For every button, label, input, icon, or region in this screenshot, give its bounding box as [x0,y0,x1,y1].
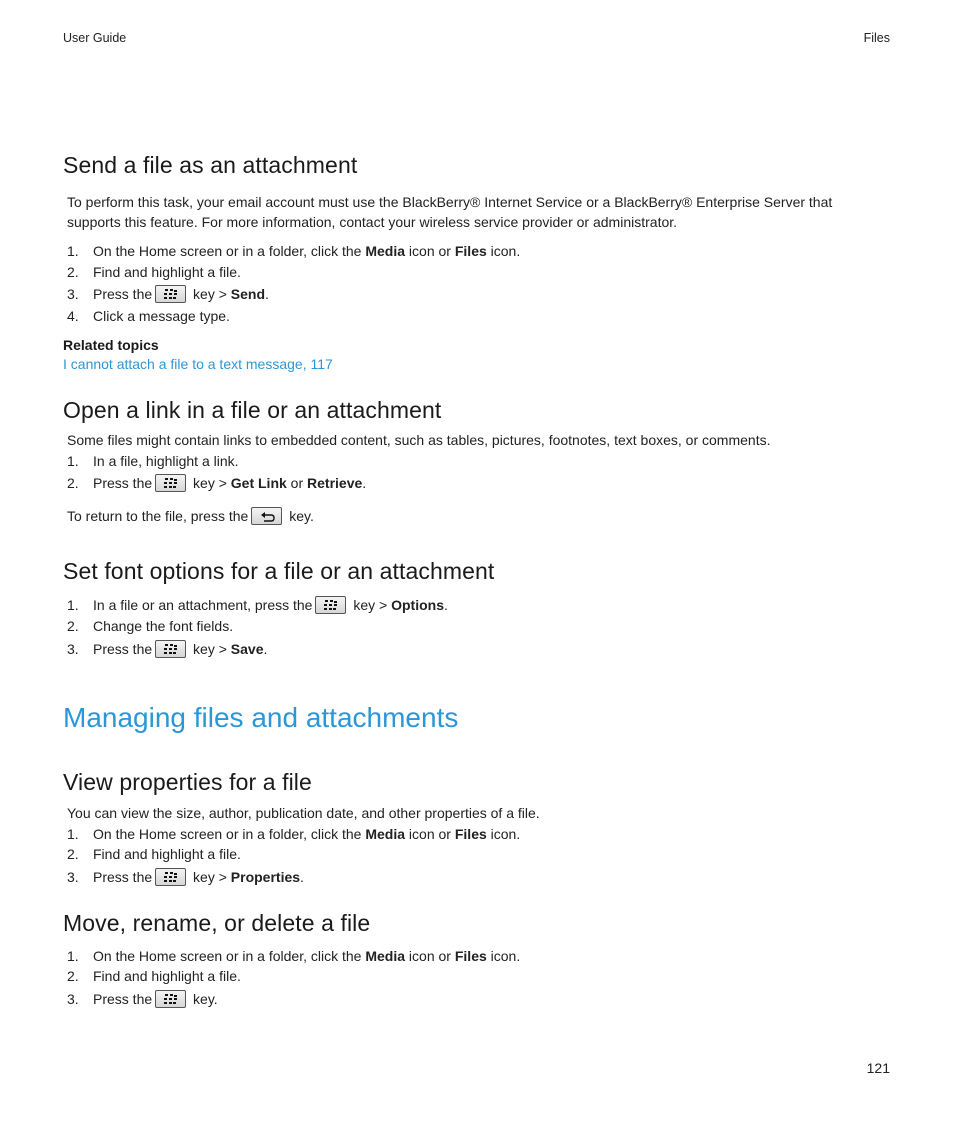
step-item [67,305,230,327]
step-text: icon. [486,948,521,964]
step-text: Change the font fields. [93,618,234,634]
step-text: icon. [486,826,521,842]
step-text: On the Home screen or in a folder, click the [93,826,366,842]
step-text: Press the [93,286,153,302]
menu-key-icon [155,868,186,886]
step-text: key > [189,286,231,302]
step-number: 1. [67,948,79,964]
step-text: icon or [405,826,455,842]
related-topics-heading: Related topics [63,337,159,353]
step-text: Press the [93,869,153,885]
step-number: 3. [67,641,79,657]
step-number: 1. [67,243,79,259]
step-item [67,823,520,845]
page-number: 121 [866,1060,890,1076]
step-text: icon or [405,948,455,964]
header-section-title: Files [863,31,890,45]
step-number: 4. [67,308,79,324]
step-bold: Files [454,948,487,964]
section-title-send-attachment: Send a file as an attachment [63,152,358,178]
step-text: or [286,475,308,491]
step-item [67,594,448,616]
step-item [67,240,520,262]
step-bold: Retrieve [307,475,363,491]
step-number: 3. [67,286,79,302]
section-title-view-properties: View properties for a file [63,769,312,795]
step-number: 2. [67,264,79,280]
step-item [67,945,520,967]
step-number: 2. [67,846,79,862]
step-text: Press the [93,991,153,1007]
related-topic-link[interactable]: I cannot attach a file to a text message, 117 [63,356,333,372]
step-bold: Files [454,243,487,259]
step-text: . [300,869,304,885]
step-text: On the Home screen or in a folder, click the [93,948,366,964]
step-bold: Save [230,641,264,657]
section-title-open-link: Open a link in a file or an attachment [63,397,442,423]
step-text: In a file, highlight a link. [93,453,239,469]
step-number: 2. [67,618,79,634]
step-text: In a file or an attachment, press the [93,597,313,613]
step-text: key > [189,869,231,885]
step-number: 1. [67,826,79,842]
step-bold: Media [365,243,406,259]
step-item [67,615,233,637]
section-intro: You can view the size, author, publication date, and other properties of a file. [67,805,540,821]
section-title-move-rename-delete: Move, rename, or delete a file [63,910,371,936]
section-intro [67,192,867,232]
step-text: icon. [486,243,521,259]
step-number: 3. [67,869,79,885]
step-number: 2. [67,968,79,984]
menu-key-icon [155,285,186,303]
escape-key-icon [251,507,282,525]
menu-key-icon [155,474,186,492]
step-text: On the Home screen or in a folder, click the [93,243,366,259]
chapter-title: Managing files and attachments [63,702,459,733]
step-number: 1. [67,597,79,613]
intro-line: To perform this task, your email account must use the BlackBerry® Internet Service or a BlackBerry® Enterprise Server that [67,194,833,210]
step-text: icon or [405,243,455,259]
return-note [67,505,314,527]
menu-key-icon [155,990,186,1008]
menu-key-icon [155,640,186,658]
step-bold: Files [454,826,487,842]
step-text: key. [189,991,218,1007]
step-text: Click a message type. [93,308,230,324]
step-item [67,472,366,494]
step-item [67,965,241,987]
step-item [67,843,241,865]
step-item [67,261,241,283]
header-guide-title: User Guide [63,31,127,45]
step-text: Find and highlight a file. [93,264,241,280]
step-bold: Get Link [230,475,287,491]
step-number: 1. [67,453,79,469]
step-text: Find and highlight a file. [93,968,241,984]
note-text: To return to the file, press the [67,508,249,524]
step-text: . [265,286,269,302]
step-bold: Media [365,948,406,964]
step-text: . [263,641,268,657]
menu-key-icon [315,596,346,614]
intro-line: supports this feature. For more information, contact your wireless service provider or administrator. [67,214,678,230]
step-item [67,988,218,1010]
step-text: key > [189,475,231,491]
step-text: key > [189,641,231,657]
step-text: Find and highlight a file. [93,846,241,862]
step-text: Press the [93,641,153,657]
step-text: Press the [93,475,153,491]
section-title-font-options: Set font options for a file or an attachment [63,558,495,584]
step-bold: Options [391,597,444,613]
step-text: key > [349,597,392,613]
step-item [67,283,269,305]
step-bold: Send [230,286,266,302]
step-bold: Properties [230,869,301,885]
step-text: . [444,597,448,613]
step-item [67,638,267,660]
step-bold: Media [365,826,406,842]
step-item [67,866,304,888]
step-number: 2. [67,475,79,491]
note-text: key. [285,508,314,524]
section-intro: Some files might contain links to embedded content, such as tables, pictures, footnotes, text boxes, or comments. [67,432,771,448]
step-text: . [362,475,367,491]
step-item [67,450,239,472]
step-number: 3. [67,991,79,1007]
